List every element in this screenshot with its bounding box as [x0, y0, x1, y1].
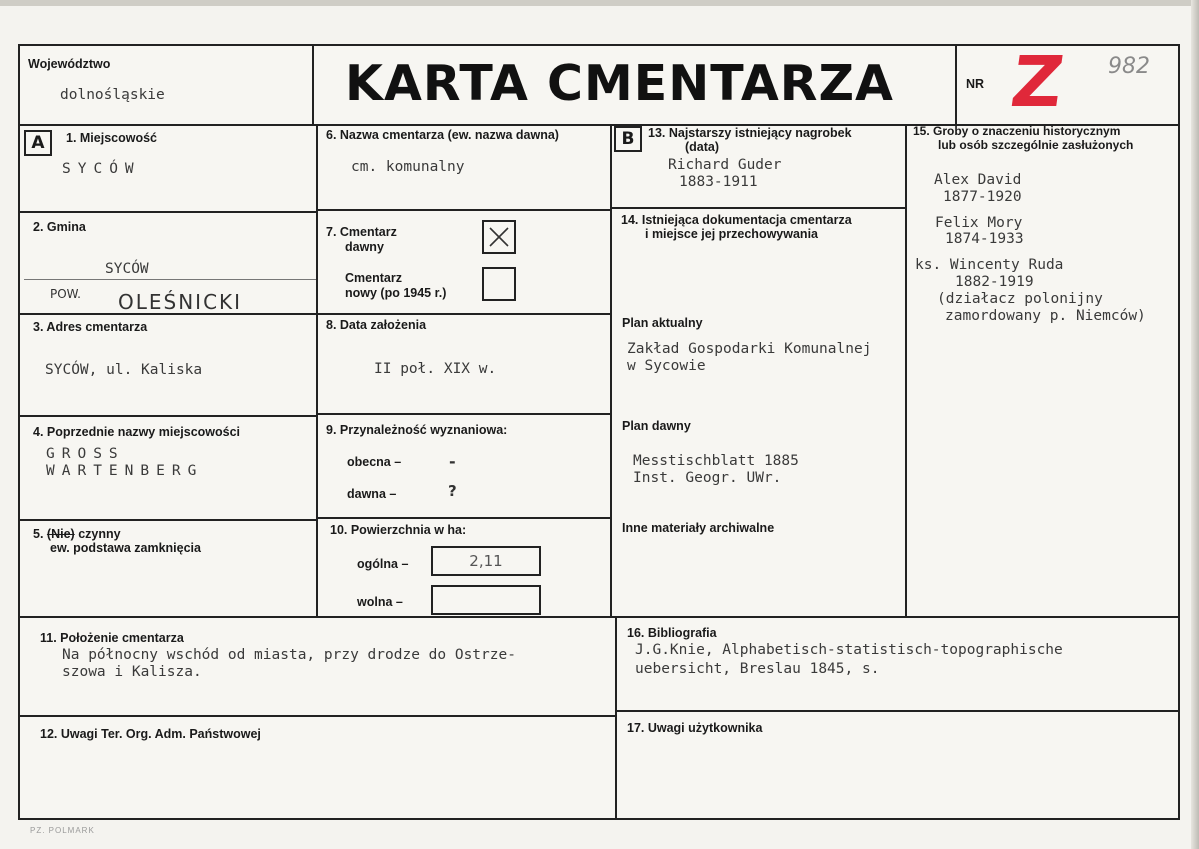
printer-mark: PZ. POLMARK: [30, 826, 95, 835]
field2-label: 2. Gmina: [33, 220, 86, 234]
wolna-area-field[interactable]: [431, 585, 541, 615]
divider-col1: [316, 124, 318, 618]
divider-bottom-left: [18, 715, 615, 717]
divider-header-left: [312, 44, 314, 126]
field2-pow-value: OLEŚNICKI: [118, 290, 243, 314]
divider-row3-c2: [316, 413, 610, 415]
nr-mark: Z: [1006, 41, 1069, 123]
grave-3-name: ks. Wincenty Ruda: [915, 257, 1064, 273]
page-title: KARTA CMENTARZA: [345, 55, 894, 112]
field9-obecna-value: -: [449, 452, 456, 471]
divider-header-right: [955, 44, 957, 126]
field9-obecna-label: obecna –: [347, 455, 402, 469]
plan-aktualny-value-line2: w Sycowie: [627, 358, 706, 374]
field16-value-line2: uebersicht, Breslau 1845, s.: [635, 661, 880, 677]
divider-row3-c1: [18, 415, 316, 417]
field8-value: II poł. XIX w.: [374, 361, 497, 377]
field9-dawna-value: ?: [448, 482, 457, 500]
field5-label-prefix: 5.: [33, 527, 44, 541]
field5-label-line2: ew. podstawa zamknięcia: [50, 541, 201, 555]
field7-dawny-label: 7. Cmentarz: [326, 225, 397, 239]
field14-label: 14. Istniejąca dokumentacja cmentarza: [621, 213, 852, 227]
plan-dawny-value-line2: Inst. Geogr. UWr.: [633, 470, 782, 486]
field13-label: 13. Najstarszy istniejący nagrobek: [648, 126, 852, 140]
field3-label: 3. Adres cmentarza: [33, 320, 148, 334]
field1-value: SYCÓW: [62, 161, 141, 177]
divider-row2-c2: [316, 313, 610, 315]
grave-3-note-line1: (działacz polonijny: [937, 291, 1103, 307]
grave-1-dates: 1877-1920: [943, 189, 1022, 205]
nr-number: 982: [1108, 54, 1150, 79]
wojewodztwo-value: dolnośląskie: [60, 87, 165, 103]
field16-label: 16. Bibliografia: [627, 626, 717, 640]
ogolna-area-field[interactable]: 2,11: [431, 546, 541, 576]
field2-value: SYCÓW: [105, 261, 149, 277]
plan-aktualny-value-line1: Zakład Gospodarki Komunalnej: [627, 341, 872, 357]
plan-dawny-value-line1: Messtischblatt 1885: [633, 453, 799, 469]
field14-label-line2: i miejsce jej przechowywania: [645, 227, 818, 241]
grave-2-name: Felix Mory: [935, 215, 1023, 231]
divider-bottom-col: [615, 616, 617, 820]
cmentarz-nowy-checkbox[interactable]: [482, 267, 516, 301]
field7-nowy-label: Cmentarz: [345, 271, 402, 285]
grave-3-note-line2: zamordowany p. Niemców): [945, 308, 1146, 324]
divider-bottom-right: [615, 710, 1180, 712]
field11-value-line2: szowa i Kalisza.: [62, 664, 202, 680]
field6-value: cm. komunalny: [351, 159, 465, 175]
field5-label-rest: czynny: [78, 527, 121, 541]
field7-nowy-label-line2: nowy (po 1945 r.): [345, 286, 447, 300]
inne-materialy-label: Inne materiały archiwalne: [622, 521, 775, 535]
field8-label: 8. Data założenia: [326, 318, 427, 332]
cmentarz-dawny-checkbox[interactable]: [482, 220, 516, 254]
grave-2-dates: 1874-1933: [945, 231, 1024, 247]
field15-label: 15. Groby o znaczeniu historycznym: [913, 124, 1121, 138]
field16-value-line1: J.G.Knie, Alphabetisch-statistisch-topographische: [635, 642, 1063, 658]
grave-1-name: Alex David: [934, 172, 1022, 188]
field4-value-line1: GROSS: [46, 446, 125, 462]
divider-bottom: [18, 616, 1180, 618]
field10-ogolna-label: ogólna –: [357, 557, 409, 571]
divider-col3: [905, 124, 907, 618]
field4-value-line2: WARTENBERG: [46, 463, 204, 479]
field13-value-line2: 1883-1911: [679, 174, 758, 190]
field11-label: 11. Położenie cmentarza: [40, 631, 184, 645]
field9-dawna-label: dawna –: [347, 487, 397, 501]
field10-label: 10. Powierzchnia w ha:: [330, 523, 467, 537]
field13-value-line1: Richard Guder: [668, 157, 782, 173]
field7-dawny-label-line2: dawny: [345, 240, 384, 254]
field5-label: [33, 527, 121, 542]
field15-label-line2: lub osób szczególnie zasłużonych: [938, 138, 1134, 152]
field1-label: 1. Miejscowość: [66, 131, 158, 145]
divider-row1-c2: [316, 209, 610, 211]
field3-value: SYCÓW, ul. Kaliska: [45, 362, 203, 378]
field9-label: 9. Przynależność wyznaniowa:: [326, 423, 508, 437]
field10-wolna-label: wolna –: [357, 595, 403, 609]
field2-pow-prefix: POW.: [50, 287, 81, 301]
divider-row4-c1: [18, 519, 316, 521]
plan-dawny-label: Plan dawny: [622, 419, 691, 433]
plan-aktualny-label: Plan aktualny: [622, 316, 703, 330]
divider-col2: [610, 124, 612, 618]
field12-label: 12. Uwagi Ter. Org. Adm. Państwowej: [40, 727, 261, 741]
divider-gmina-pow: [24, 279, 316, 280]
binder-edge: [0, 0, 1199, 6]
field4-label: 4. Poprzednie nazwy miejscowości: [33, 425, 241, 439]
nr-label: NR: [966, 77, 985, 91]
section-b-marker: B: [614, 126, 642, 152]
checkbox-x-icon: [484, 222, 514, 252]
page-edge-shadow: [1191, 0, 1199, 849]
grave-3-dates: 1882-1919: [955, 274, 1034, 290]
field5-label-struck: (Nie): [46, 527, 75, 541]
divider-row4-c2: [316, 517, 610, 519]
divider-row1-c3: [610, 207, 905, 209]
field13-label-line2: (data): [685, 140, 720, 154]
wojewodztwo-label: Województwo: [28, 57, 111, 71]
field11-value-line1: Na północny wschód od miasta, przy drodze do Ostrze-: [62, 647, 516, 663]
field17-label: 17. Uwagi użytkownika: [627, 721, 763, 735]
field6-label: 6. Nazwa cmentarza (ew. nazwa dawna): [326, 128, 559, 142]
divider-row1-c1: [18, 211, 316, 213]
section-a-marker: A: [24, 130, 52, 156]
